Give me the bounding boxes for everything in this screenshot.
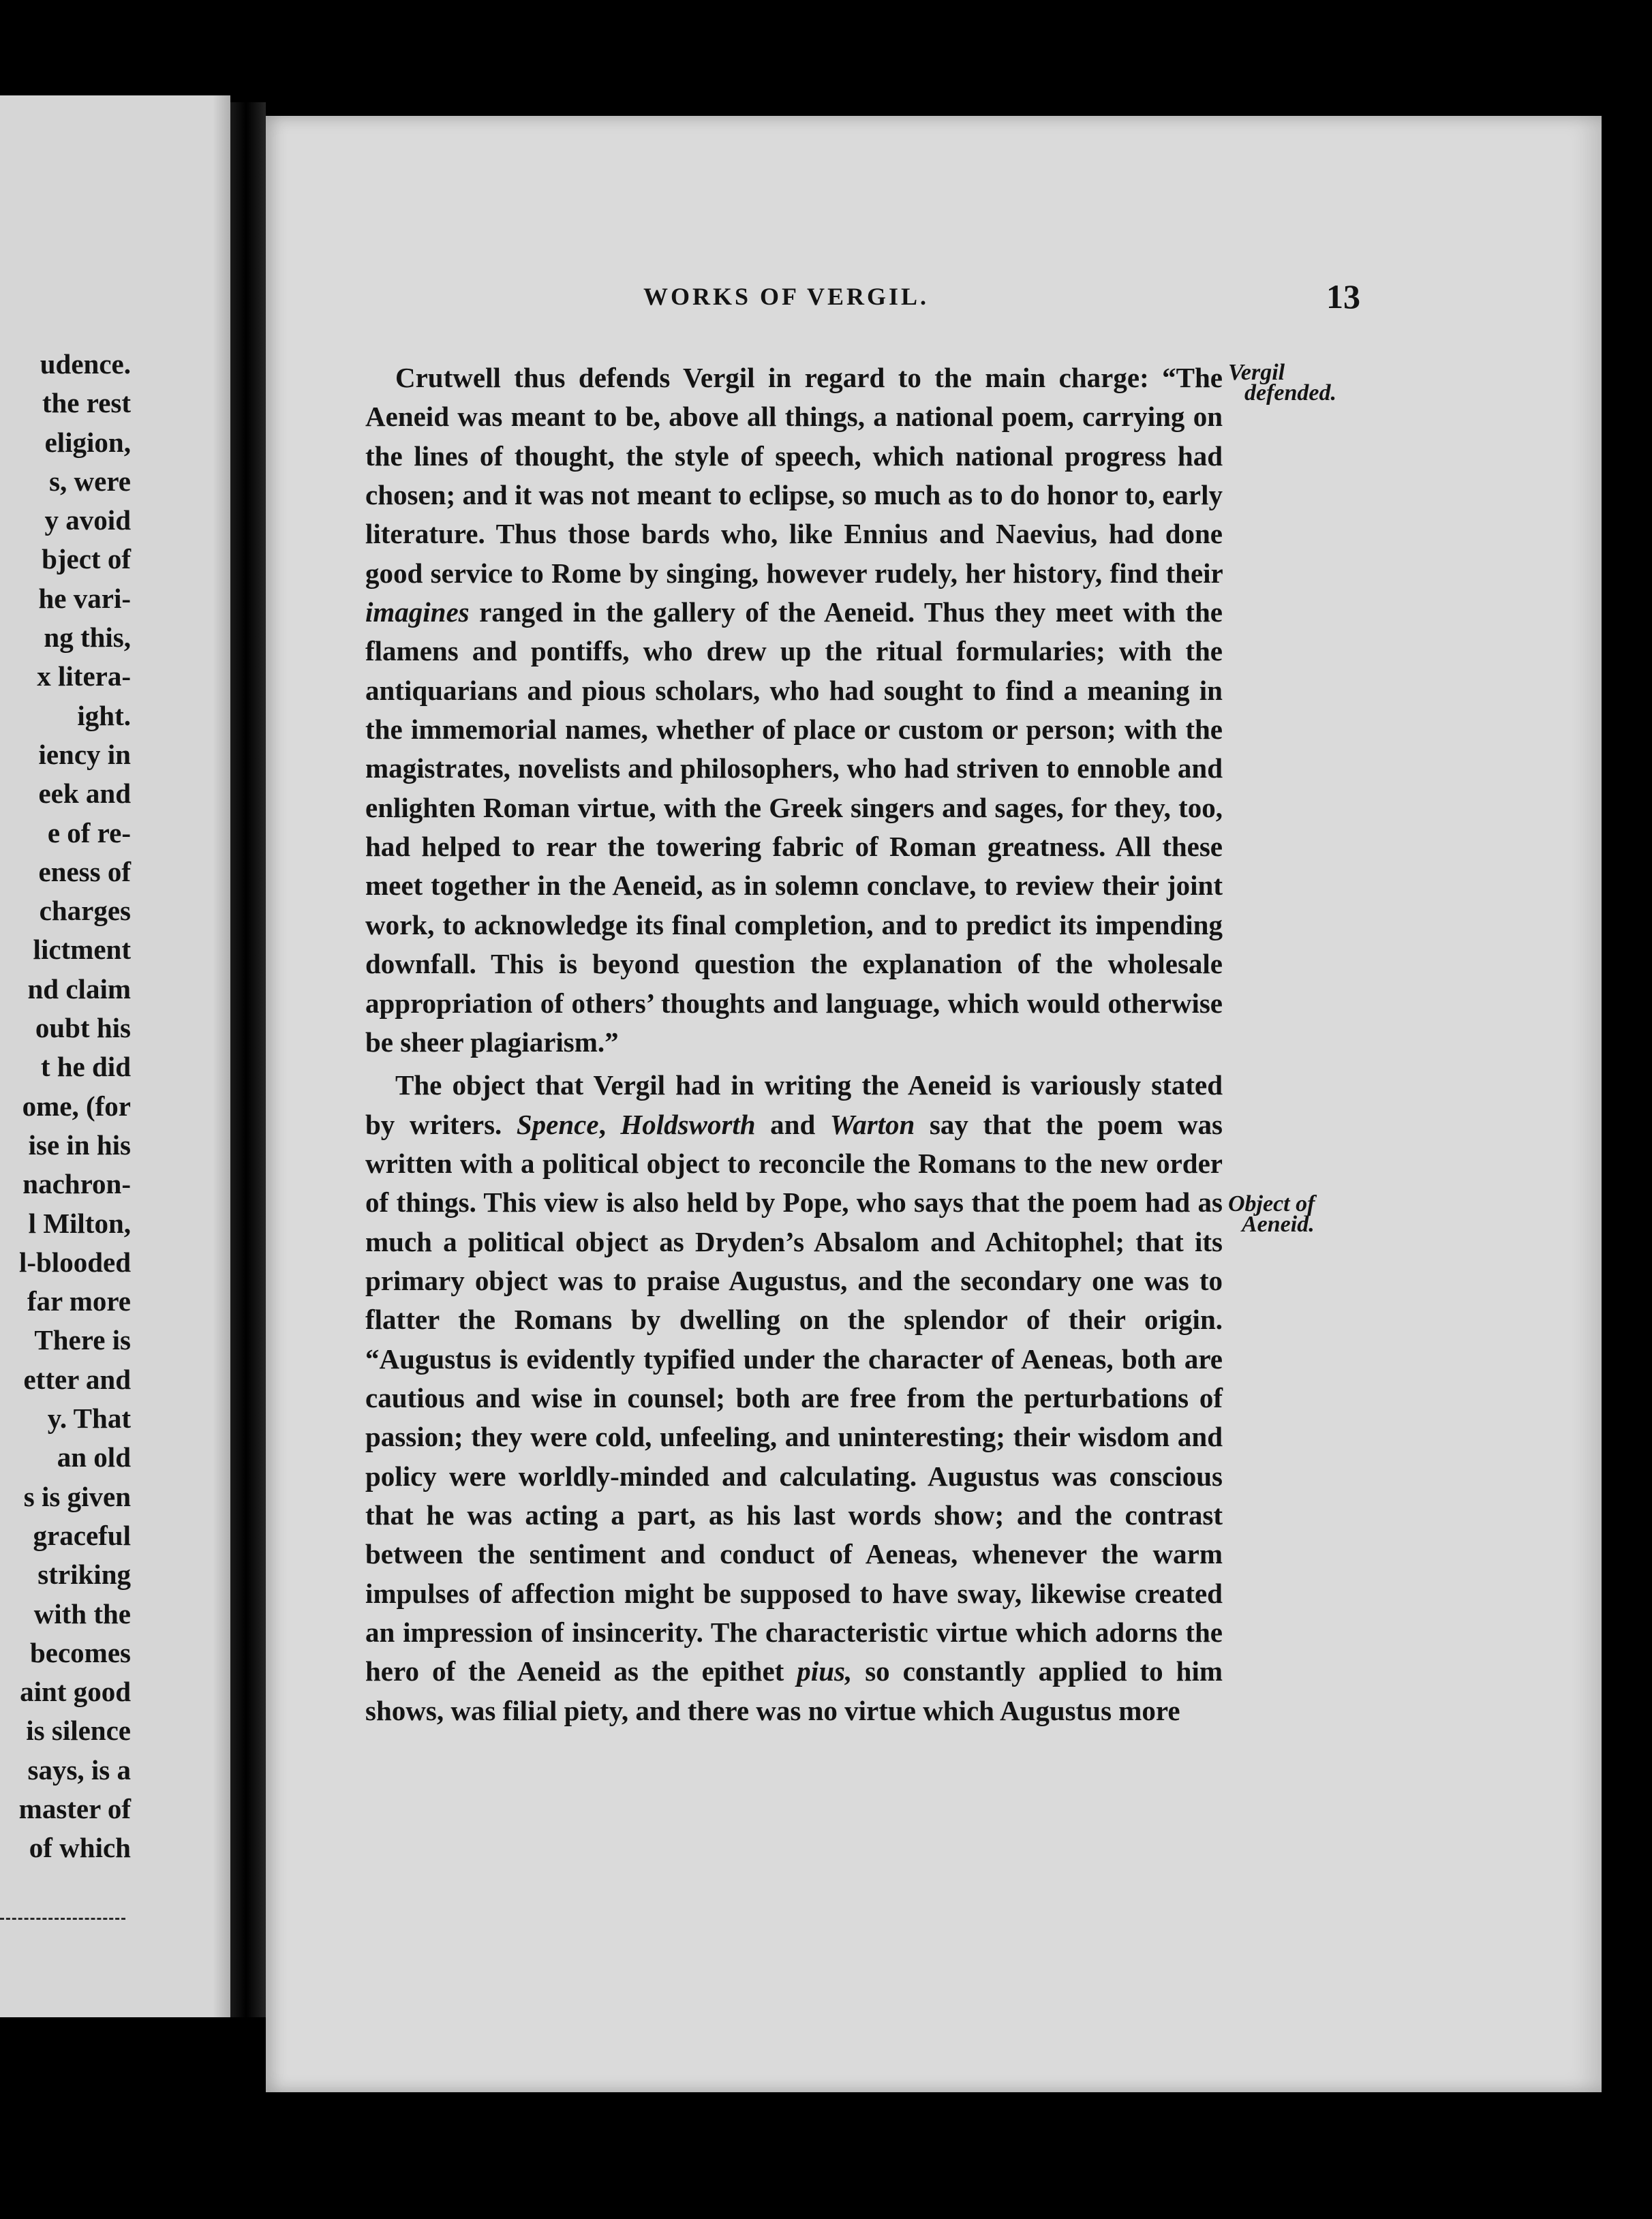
text-line-fragment: ise in his (28, 1129, 131, 1161)
text-line-fragment: far more (27, 1285, 131, 1317)
text-line-fragment: ight. (77, 699, 131, 731)
text-line-fragment: s, were (49, 465, 131, 497)
text-line-fragment: of which (29, 1832, 131, 1864)
margin-note: Vergil defended. (1228, 360, 1337, 405)
text-line-fragment: t he did (40, 1051, 131, 1083)
book-page (266, 116, 1602, 2092)
text-line-fragment: eness of (38, 855, 131, 887)
author-name: Warton (829, 1108, 915, 1140)
text-line-fragment: etter and (23, 1363, 131, 1395)
text-line-fragment: y avoid (44, 504, 131, 536)
text-line-fragment: master of (18, 1792, 131, 1824)
page-number: 13 (1326, 277, 1360, 316)
text-line-fragment: iency in (38, 738, 131, 770)
italic-term: pius, (797, 1655, 853, 1687)
text-line-fragment: eligion, (44, 426, 131, 458)
paragraph: Crutwell thus defends Vergil in regard to the main charge: “The Aeneid was meant to be, above all things, a national poem, carrying on the lines of thought, the style of speech, which national progress had chosen; and it was not meant to eclipse, so much as to do honor to, early literature. Thus those bards who, like Ennius and Naevius, had done good service to Rome by singing, however rudely, her history, find their imagines ranged in the gallery of the Aeneid. Thus they meet with the flamens and pontiffs, who drew up the ritual formularies; with the antiquarians and pious scholars, who had sought to find a meaning in the immemorial names, whether of place or custom or person; with the magistrates, novelists and philosophers, who had striven to ennoble and enlighten Roman virtue, with the Greek singers and sages, for they, too, had helped to rear the towering fabric of Roman greatness. All these meet together in the Aeneid, as in solemn conclave, to review their joint work, to acknowledge its final completion, and to predict its impending downfall. This is beyond question the explanation of the wholesale appropriation of others’ thoughts and language, which would otherwise be sheer plagiarism.” (365, 362, 1223, 1058)
running-head (266, 277, 1602, 323)
body-text (365, 358, 1223, 1730)
text-line-fragment: x litera- (37, 660, 131, 692)
text-line-fragment: e of re- (47, 816, 131, 848)
previous-page-fragment (0, 95, 230, 2017)
text-line-fragment: nd claim (27, 973, 131, 1005)
text-line-fragment: ome, (for (22, 1090, 131, 1122)
italic-term: imagines (365, 596, 470, 628)
text-line-fragment: bject of (42, 543, 131, 575)
text-line-fragment: charges (39, 895, 131, 927)
text-line-fragment: he vari- (38, 582, 131, 614)
text-line-fragment: y. That (47, 1403, 131, 1435)
text-line-fragment: is silence (26, 1715, 131, 1747)
text-line-fragment: eek and (38, 778, 131, 810)
paragraph: The object that Vergil had in writing the Aeneid is variously stated by writers. Spence, Holdsworth and Warton say that the poem was written with a political object to reconcile the Romans to the new order of things. This view is also held by Pope, who says that the poem had as much a political object as Dryden’s Absalom and Achitophel; that its primary object was to praise Augustus, and the secondary one was to flatter the Romans by dwelling on the splendor of their origin. “Augustus is evidently typified under the character of Aeneas, both are cautious and wise in counsel; both are free from the perturbations of passion; they were cold, unfeeling, and uninteresting; their wisdom and policy were worldly-minded and calculating. Augustus was conscious that he was acting a part, as his last words show; and the contrast between the sentiment and conduct of Aeneas, whenever the warm impulses of affection might be supposed to have sway, likewise created an impression of insincerity. The characteristic virtue which adorns the hero of the Aeneid as the epithet pius, so constantly applied to him shows, was filial piety, and there was no virtue which Augustus more (365, 1069, 1223, 1726)
text-line-fragment: says, is a (27, 1754, 131, 1786)
text-line-fragment: striking (37, 1559, 131, 1591)
running-title: WORKS OF VERGIL. (643, 283, 930, 310)
previous-page-text (19, 345, 131, 1868)
text-line-fragment: an old (57, 1441, 131, 1473)
text-line-fragment: with the (33, 1597, 131, 1629)
text-line-fragment: lictment (33, 934, 131, 966)
text-line-fragment: s is given (23, 1480, 131, 1512)
author-name: Holdsworth (620, 1108, 756, 1140)
text-line-fragment: nachron- (22, 1168, 131, 1200)
text-line-fragment: l-blooded (18, 1246, 131, 1278)
text-line-fragment: There is (34, 1324, 131, 1356)
text-line-fragment: oubt his (35, 1012, 131, 1044)
text-line-fragment: ng this, (44, 622, 131, 654)
page-edge-shadow (213, 95, 230, 2017)
text-line-fragment: becomes (29, 1636, 131, 1668)
text-line-fragment: l Milton, (28, 1207, 131, 1239)
margin-note: Object of Aeneid. (1228, 1191, 1315, 1237)
book-gutter (230, 102, 266, 2017)
text-line-fragment: graceful (33, 1519, 131, 1551)
text-line-fragment: the rest (42, 387, 131, 419)
footnote-rule (0, 1918, 125, 1920)
text-line-fragment: udence. (40, 348, 131, 380)
author-name: Spence (516, 1108, 599, 1140)
text-line-fragment: aint good (20, 1676, 131, 1708)
